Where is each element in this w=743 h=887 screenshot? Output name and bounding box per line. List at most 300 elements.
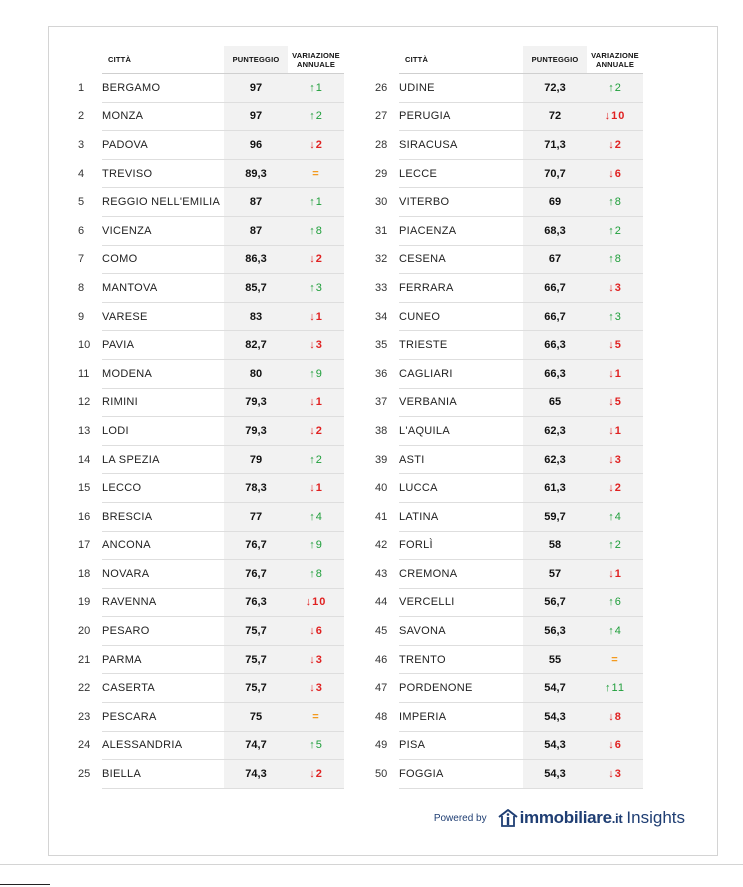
city-cell: FERRARA [399, 274, 523, 303]
arrow-up-icon: ↑ [309, 110, 316, 123]
score-cell: 62,3 [523, 417, 587, 446]
rank-cell: 36 [375, 367, 388, 380]
score-cell: 87 [224, 188, 288, 217]
city-cell: SAVONA [399, 617, 523, 646]
city-cell: RAVENNA [102, 588, 224, 617]
variation-value: 2 [315, 424, 323, 437]
variation-value: 8 [315, 567, 323, 580]
variation-value: 5 [315, 739, 323, 752]
variation-cell [587, 474, 643, 503]
rank-cell: 1 [78, 81, 85, 94]
city-cell: TREVISO [102, 159, 224, 188]
variation-value: 1 [315, 482, 323, 495]
arrow-up-icon: ↑ [309, 453, 316, 466]
table-row [78, 731, 344, 760]
variation-value: 6 [614, 167, 622, 180]
arrow-up-icon: ↑ [309, 367, 316, 380]
rank-cell: 41 [375, 510, 388, 523]
table-row [375, 531, 643, 560]
score-cell: 79,3 [224, 388, 288, 417]
rank-cell: 7 [78, 253, 85, 266]
page-divider [0, 864, 743, 865]
variation-cell [288, 731, 344, 760]
city-cell: MANTOVA [102, 274, 224, 303]
arrow-up-icon: ↑ [309, 539, 316, 552]
arrow-up-icon: ↑ [309, 281, 316, 294]
table-row [78, 645, 344, 674]
variation-value: 1 [614, 567, 622, 580]
rank-cell: 21 [78, 653, 91, 666]
variation-cell [587, 388, 643, 417]
variation-value: 2 [614, 138, 622, 151]
city-cell: LODI [102, 417, 224, 446]
variation-value: 1 [614, 367, 622, 380]
variation-cell [587, 102, 643, 131]
arrow-down-icon: ↓ [604, 110, 612, 123]
arrow-down-icon: ↓ [309, 138, 316, 151]
rank-cell: 22 [78, 682, 91, 695]
score-cell: 72 [523, 102, 587, 131]
rank-cell: 47 [375, 682, 388, 695]
arrow-down-icon: ↓ [309, 653, 316, 666]
table-row [78, 703, 344, 732]
table-row [375, 674, 643, 703]
score-cell: 71,3 [523, 131, 587, 160]
score-cell: 75 [224, 703, 288, 732]
score-cell: 74,3 [224, 760, 288, 789]
score-cell: 55 [523, 645, 587, 674]
score-cell: 67 [523, 245, 587, 274]
city-cell: VARESE [102, 302, 224, 331]
table-row [78, 188, 344, 217]
city-cell: PERUGIA [399, 102, 523, 131]
rank-cell: 40 [375, 482, 388, 495]
variation-value: 2 [315, 110, 323, 123]
city-cell: LA SPEZIA [102, 445, 224, 474]
table-row [375, 445, 643, 474]
score-cell: 97 [224, 74, 288, 103]
city-cell: VERBANIA [399, 388, 523, 417]
variation-value: 8 [614, 253, 622, 266]
variation-value: 6 [315, 625, 323, 638]
city-cell: VERCELLI [399, 588, 523, 617]
arrow-up-icon: ↑ [608, 196, 615, 209]
variation-value: 3 [315, 281, 323, 294]
rank-cell: 18 [78, 567, 91, 580]
table-row [375, 245, 643, 274]
score-cell: 66,3 [523, 331, 587, 360]
variation-value: 10 [312, 596, 327, 609]
score-cell: 76,7 [224, 560, 288, 589]
variation-cell [288, 302, 344, 331]
variation-cell [587, 188, 643, 217]
variation-cell [288, 645, 344, 674]
table-row [78, 560, 344, 589]
variation-cell [288, 560, 344, 589]
variation-cell [587, 760, 643, 789]
variation-value: 3 [614, 310, 622, 323]
variation-value: 2 [315, 138, 323, 151]
rank-cell: 44 [375, 596, 388, 609]
rank-cell: 13 [78, 424, 91, 437]
table-row [375, 388, 643, 417]
score-cell: 79 [224, 445, 288, 474]
score-cell: 86,3 [224, 245, 288, 274]
brand-name-main: immobiliare [519, 808, 612, 827]
variation-value: 11 [611, 682, 625, 695]
variation-value: 3 [315, 653, 323, 666]
variation-value: 2 [315, 453, 323, 466]
variation-value: 6 [614, 739, 622, 752]
rank-cell: 15 [78, 482, 91, 495]
city-cell: CUNEO [399, 302, 523, 331]
variation-value: 3 [315, 339, 323, 352]
ranking-table-right [375, 46, 643, 789]
arrow-down-icon: ↓ [608, 739, 615, 752]
city-cell: NOVARA [102, 560, 224, 589]
equal-icon: = [312, 710, 320, 723]
variation-cell [288, 703, 344, 732]
rank-cell: 10 [78, 339, 91, 352]
city-cell: CREMONA [399, 560, 523, 589]
score-cell: 75,7 [224, 617, 288, 646]
city-cell: PESCARA [102, 703, 224, 732]
rank-cell: 26 [375, 81, 388, 94]
variation-cell [288, 588, 344, 617]
variation-cell [288, 102, 344, 131]
city-cell: TRIESTE [399, 331, 523, 360]
brand-name[interactable] [520, 808, 623, 828]
arrow-down-icon: ↓ [608, 281, 615, 294]
city-cell: BIELLA [102, 760, 224, 789]
city-cell: MONZA [102, 102, 224, 131]
table-row [78, 159, 344, 188]
table-row [375, 617, 643, 646]
table-header-row [78, 46, 344, 74]
variation-cell [288, 74, 344, 103]
arrow-up-icon: ↑ [608, 539, 615, 552]
score-header: PUNTEGGIO [523, 46, 587, 74]
table-row [78, 131, 344, 160]
variation-cell [587, 159, 643, 188]
variation-value: 2 [614, 224, 622, 237]
rank-cell: 3 [78, 138, 85, 151]
variation-value: 1 [315, 196, 323, 209]
rank-cell: 48 [375, 710, 388, 723]
score-cell: 59,7 [523, 502, 587, 531]
arrow-down-icon: ↓ [608, 339, 615, 352]
table-row [78, 331, 344, 360]
table-row [78, 588, 344, 617]
variation-value: 9 [315, 367, 323, 380]
arrow-up-icon: ↑ [309, 510, 316, 523]
table-row [78, 359, 344, 388]
variation-header-line1: VARIAZIONE [292, 50, 340, 60]
arrow-down-icon: ↓ [608, 567, 615, 580]
table-row [375, 417, 643, 446]
score-cell: 83 [224, 302, 288, 331]
city-cell: MODENA [102, 359, 224, 388]
variation-value: 8 [315, 224, 323, 237]
variation-value: 2 [614, 539, 622, 552]
variation-cell [587, 359, 643, 388]
rank-cell: 37 [375, 396, 388, 409]
arrow-up-icon: ↑ [309, 567, 316, 580]
variation-cell [587, 302, 643, 331]
variation-cell [288, 274, 344, 303]
city-cell: VITERBO [399, 188, 523, 217]
variation-cell [587, 417, 643, 446]
table-row [78, 474, 344, 503]
equal-icon: = [611, 653, 619, 666]
score-cell: 87 [224, 216, 288, 245]
house-icon [497, 808, 519, 828]
brand-name-tld: .it [611, 811, 623, 826]
variation-cell [587, 645, 643, 674]
rank-cell: 8 [78, 281, 85, 294]
arrow-down-icon: ↓ [309, 625, 316, 638]
city-cell: SIRACUSA [399, 131, 523, 160]
variation-value: 4 [614, 625, 622, 638]
ranking-table-left [78, 46, 344, 789]
arrow-up-icon: ↑ [608, 253, 615, 266]
arrow-up-icon: ↑ [309, 739, 316, 752]
table-row [78, 760, 344, 789]
rank-cell: 4 [78, 167, 85, 180]
variation-cell [587, 703, 643, 732]
arrow-down-icon: ↓ [608, 768, 615, 781]
city-cell: ASTI [399, 445, 523, 474]
rank-cell: 2 [78, 110, 85, 123]
rank-cell: 28 [375, 138, 388, 151]
variation-value: 2 [614, 81, 622, 94]
variation-cell [587, 502, 643, 531]
rank-cell: 43 [375, 567, 388, 580]
variation-cell [288, 216, 344, 245]
score-cell: 74,7 [224, 731, 288, 760]
score-cell: 78,3 [224, 474, 288, 503]
variation-cell [288, 245, 344, 274]
score-cell: 76,7 [224, 531, 288, 560]
table-row [375, 560, 643, 589]
score-cell: 79,3 [224, 417, 288, 446]
variation-value: 5 [614, 396, 622, 409]
variation-cell [288, 531, 344, 560]
city-cell: CESENA [399, 245, 523, 274]
variation-value: 10 [611, 110, 626, 123]
arrow-down-icon: ↓ [309, 339, 316, 352]
score-cell: 89,3 [224, 159, 288, 188]
variation-value: 6 [614, 596, 622, 609]
score-cell: 70,7 [523, 159, 587, 188]
city-cell: CAGLIARI [399, 359, 523, 388]
arrow-down-icon: ↓ [309, 768, 316, 781]
table-row [375, 74, 643, 103]
score-cell: 97 [224, 102, 288, 131]
score-cell: 54,3 [523, 731, 587, 760]
arrow-down-icon: ↓ [608, 367, 615, 380]
variation-cell [587, 131, 643, 160]
score-cell: 80 [224, 359, 288, 388]
rank-cell: 12 [78, 396, 91, 409]
variation-value: 1 [614, 424, 622, 437]
arrow-down-icon: ↓ [608, 138, 615, 151]
table-row [375, 645, 643, 674]
arrow-down-icon: ↓ [309, 253, 316, 266]
variation-header [587, 46, 643, 74]
arrow-up-icon: ↑ [309, 196, 316, 209]
rank-cell: 24 [78, 739, 91, 752]
rank-cell: 30 [375, 196, 388, 209]
rank-cell: 33 [375, 281, 388, 294]
score-cell: 68,3 [523, 216, 587, 245]
score-cell: 58 [523, 531, 587, 560]
score-cell: 75,7 [224, 645, 288, 674]
variation-value: 2 [315, 768, 323, 781]
variation-cell [288, 188, 344, 217]
arrow-up-icon: ↑ [605, 682, 612, 695]
arrow-down-icon: ↓ [309, 482, 316, 495]
variation-cell [587, 445, 643, 474]
city-cell: BRESCIA [102, 502, 224, 531]
rank-header [78, 46, 102, 74]
city-cell: ALESSANDRIA [102, 731, 224, 760]
rank-cell: 46 [375, 653, 388, 666]
variation-cell [288, 359, 344, 388]
variation-value: 2 [315, 253, 323, 266]
variation-cell [288, 502, 344, 531]
variation-cell [288, 674, 344, 703]
table-row [375, 703, 643, 732]
arrow-down-icon: ↓ [608, 710, 615, 723]
rank-cell: 25 [78, 768, 91, 781]
city-cell: UDINE [399, 74, 523, 103]
table-row [375, 760, 643, 789]
score-cell: 82,7 [224, 331, 288, 360]
rank-cell: 17 [78, 539, 91, 552]
variation-cell [288, 445, 344, 474]
city-cell: FORLÌ [399, 531, 523, 560]
table-row [375, 159, 643, 188]
arrow-down-icon: ↓ [309, 396, 316, 409]
city-cell: L'AQUILA [399, 417, 523, 446]
variation-cell [587, 74, 643, 103]
arrow-down-icon: ↓ [608, 396, 615, 409]
score-cell: 56,3 [523, 617, 587, 646]
variation-cell [288, 417, 344, 446]
table-row [375, 474, 643, 503]
city-cell: PISA [399, 731, 523, 760]
city-cell: PORDENONE [399, 674, 523, 703]
table-row [375, 331, 643, 360]
table-row [78, 502, 344, 531]
variation-cell [288, 617, 344, 646]
score-cell: 56,7 [523, 588, 587, 617]
score-cell: 76,3 [224, 588, 288, 617]
rank-cell: 34 [375, 310, 388, 323]
city-cell: REGGIO NELL'EMILIA [102, 188, 224, 217]
footer-branding [434, 808, 685, 828]
rank-cell: 31 [375, 224, 388, 237]
rank-cell: 42 [375, 539, 388, 552]
table-row [78, 74, 344, 103]
city-cell: COMO [102, 245, 224, 274]
arrow-up-icon: ↑ [309, 81, 316, 94]
table-row [78, 674, 344, 703]
variation-value: 9 [315, 539, 323, 552]
table-row [375, 131, 643, 160]
arrow-up-icon: ↑ [608, 224, 615, 237]
arrow-up-icon: ↑ [309, 224, 316, 237]
variation-value: 3 [614, 453, 622, 466]
table-row [375, 588, 643, 617]
rank-cell: 38 [375, 424, 388, 437]
rank-cell: 35 [375, 339, 388, 352]
table-row [78, 531, 344, 560]
table-row [375, 102, 643, 131]
variation-cell [587, 588, 643, 617]
arrow-down-icon: ↓ [309, 424, 316, 437]
powered-by-text: Powered by [433, 812, 487, 824]
variation-cell [587, 531, 643, 560]
table-row [78, 445, 344, 474]
score-cell: 66,3 [523, 359, 587, 388]
city-cell: PADOVA [102, 131, 224, 160]
variation-cell [288, 474, 344, 503]
variation-cell [587, 731, 643, 760]
variation-value: 1 [315, 81, 323, 94]
variation-value: 3 [614, 281, 622, 294]
city-cell: FOGGIA [399, 760, 523, 789]
table-row [78, 245, 344, 274]
rank-header [375, 46, 399, 74]
variation-cell [587, 674, 643, 703]
rank-cell: 20 [78, 625, 91, 638]
arrow-down-icon: ↓ [305, 596, 313, 609]
city-cell: LECCE [399, 159, 523, 188]
variation-header-line2: ANNUALE [296, 59, 336, 69]
rank-cell: 9 [78, 310, 85, 323]
table-row [375, 359, 643, 388]
arrow-up-icon: ↑ [608, 510, 615, 523]
arrow-down-icon: ↓ [608, 424, 615, 437]
table-row [78, 388, 344, 417]
table-row [78, 274, 344, 303]
score-cell: 96 [224, 131, 288, 160]
score-cell: 54,3 [523, 703, 587, 732]
city-cell: VICENZA [102, 216, 224, 245]
arrow-down-icon: ↓ [608, 453, 615, 466]
variation-value: 5 [614, 339, 622, 352]
arrow-down-icon: ↓ [309, 310, 316, 323]
city-cell: CASERTA [102, 674, 224, 703]
score-cell: 72,3 [523, 74, 587, 103]
arrow-down-icon: ↓ [309, 682, 316, 695]
rank-cell: 6 [78, 224, 85, 237]
arrow-up-icon: ↑ [608, 625, 615, 638]
score-cell: 69 [523, 188, 587, 217]
score-cell: 65 [523, 388, 587, 417]
score-cell: 85,7 [224, 274, 288, 303]
table-row [375, 731, 643, 760]
arrow-down-icon: ↓ [608, 167, 615, 180]
variation-cell [587, 274, 643, 303]
variation-cell [587, 245, 643, 274]
city-cell: LECCO [102, 474, 224, 503]
city-cell: BERGAMO [102, 74, 224, 103]
table-row [78, 216, 344, 245]
city-cell: PESARO [102, 617, 224, 646]
